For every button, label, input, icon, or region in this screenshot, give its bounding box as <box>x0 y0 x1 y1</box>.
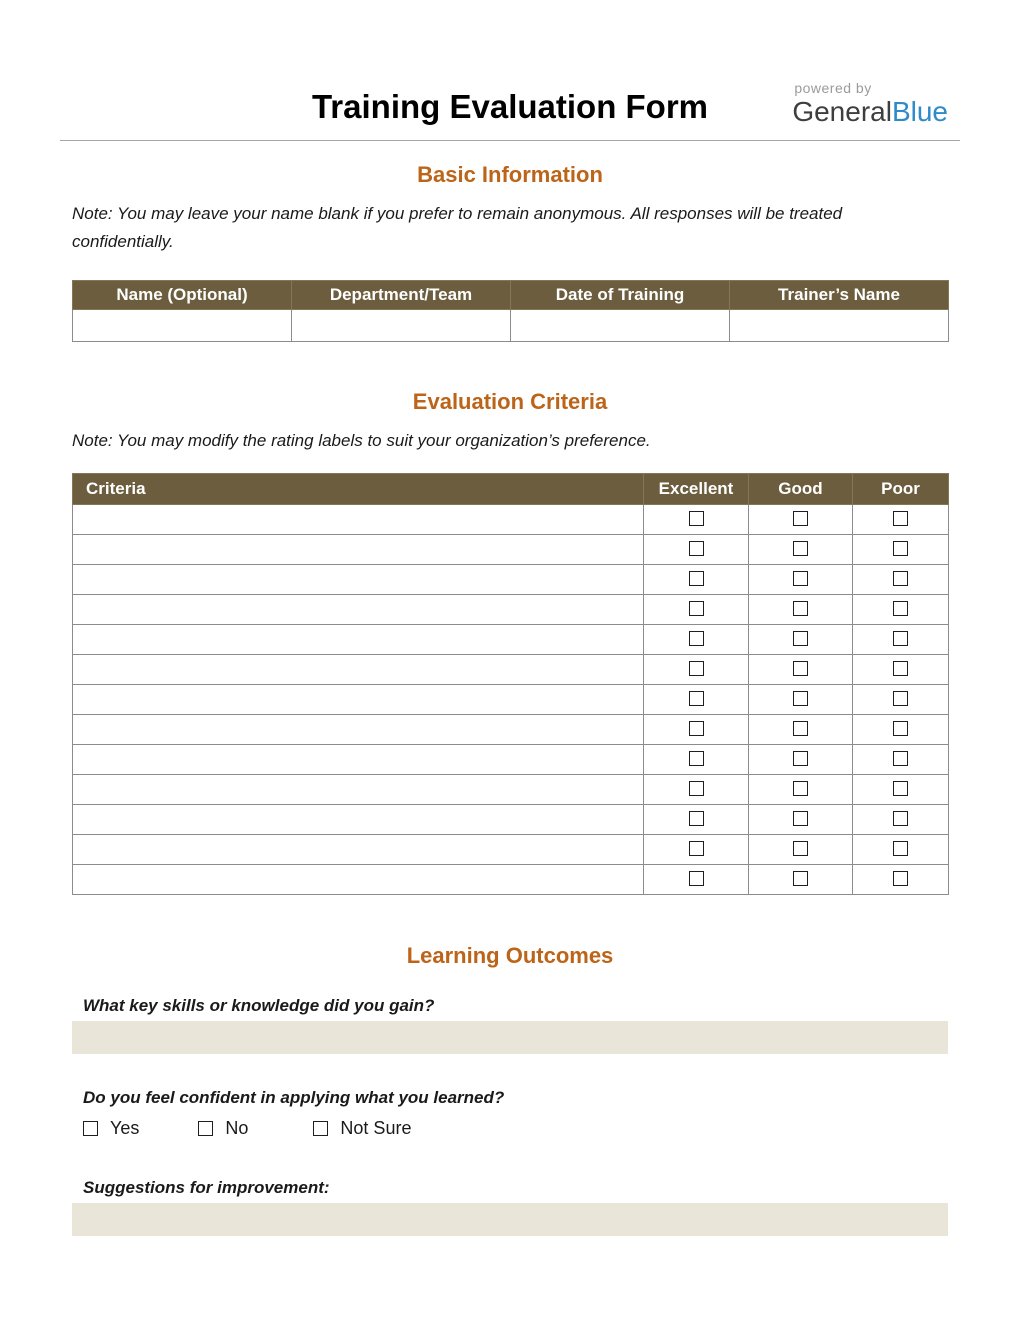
rating-checkbox-cell <box>749 625 853 655</box>
checkbox-icon[interactable] <box>689 691 704 706</box>
rating-checkbox-cell <box>749 775 853 805</box>
basic-info-header-row <box>73 281 949 310</box>
trainer-input-cell[interactable] <box>730 310 949 342</box>
rating-checkbox-cell <box>853 685 949 715</box>
section-heading-learning-outcomes: Learning Outcomes <box>406 943 614 968</box>
criteria-input-cell[interactable] <box>73 805 644 835</box>
checkbox-icon[interactable] <box>689 721 704 736</box>
rating-checkbox-cell <box>644 865 749 895</box>
criteria-input-cell[interactable] <box>73 505 644 535</box>
rating-checkbox-cell <box>749 505 853 535</box>
rating-checkbox-cell <box>644 715 749 745</box>
rating-checkbox-cell <box>853 835 949 865</box>
checkbox-icon[interactable] <box>793 781 808 796</box>
criteria-input-cell[interactable] <box>73 775 644 805</box>
criteria-row <box>73 805 949 835</box>
checkbox-icon[interactable] <box>793 871 808 886</box>
rating-checkbox-cell <box>853 715 949 745</box>
brand-general: General <box>792 96 892 127</box>
criteria-input-cell[interactable] <box>73 655 644 685</box>
column-header-good: Good <box>749 474 853 505</box>
rating-checkbox-cell <box>749 595 853 625</box>
column-header-criteria: Criteria <box>73 474 644 505</box>
criteria-row <box>73 505 949 535</box>
question-key-skills: What key skills or knowledge did you gain? <box>83 996 435 1015</box>
checkbox-icon[interactable] <box>793 661 808 676</box>
section-heading-basic-information: Basic Information <box>417 162 603 187</box>
criteria-row <box>73 745 949 775</box>
checkbox-icon[interactable] <box>893 721 908 736</box>
rating-checkbox-cell <box>749 715 853 745</box>
rating-checkbox-cell <box>749 535 853 565</box>
rating-checkbox-cell <box>644 745 749 775</box>
checkbox-icon[interactable] <box>793 571 808 586</box>
criteria-input-cell[interactable] <box>73 835 644 865</box>
criteria-input-cell[interactable] <box>73 535 644 565</box>
header-divider <box>60 140 960 141</box>
criteria-input-cell[interactable] <box>73 715 644 745</box>
criteria-row <box>73 535 949 565</box>
checkbox-icon[interactable] <box>689 781 704 796</box>
basic-info-entry-row <box>73 310 949 342</box>
option-not-sure-label: Not Sure <box>340 1118 412 1138</box>
rating-checkbox-cell <box>749 565 853 595</box>
basic-information-note: Note: You may leave your name blank if you prefer to remain anonymous. All responses will be treated confidentially. <box>72 204 843 251</box>
evaluation-criteria-note: Note: You may modify the rating labels to suit your organization’s preference. <box>72 431 651 450</box>
rating-checkbox-cell <box>644 535 749 565</box>
criteria-row <box>73 685 949 715</box>
confidence-options-row <box>83 1118 948 1139</box>
rating-checkbox-cell <box>853 595 949 625</box>
powered-by-label: powered by <box>794 80 872 96</box>
checkbox-icon[interactable] <box>689 751 704 766</box>
criteria-input-cell[interactable] <box>73 565 644 595</box>
rating-checkbox-cell <box>644 655 749 685</box>
rating-checkbox-cell <box>853 865 949 895</box>
criteria-table-body <box>73 505 949 895</box>
criteria-input-cell[interactable] <box>73 745 644 775</box>
option-yes-label: Yes <box>110 1118 140 1138</box>
rating-checkbox-cell <box>853 655 949 685</box>
checkbox-icon[interactable] <box>689 631 704 646</box>
rating-checkbox-cell <box>749 865 853 895</box>
document-header <box>0 0 1020 140</box>
criteria-table <box>72 473 949 895</box>
rating-checkbox-cell <box>644 805 749 835</box>
checkbox-icon[interactable] <box>83 1121 98 1136</box>
criteria-row <box>73 655 949 685</box>
checkbox-icon[interactable] <box>689 541 704 556</box>
rating-checkbox-cell <box>853 565 949 595</box>
criteria-row <box>73 565 949 595</box>
checkbox-icon[interactable] <box>793 721 808 736</box>
checkbox-icon[interactable] <box>893 871 908 886</box>
criteria-input-cell[interactable] <box>73 685 644 715</box>
rating-checkbox-cell <box>749 835 853 865</box>
criteria-row <box>73 835 949 865</box>
question-confidence: Do you feel confident in applying what you learned? <box>83 1088 505 1107</box>
basic-info-table <box>72 280 949 342</box>
checkbox-icon[interactable] <box>793 601 808 616</box>
rating-checkbox-cell <box>644 775 749 805</box>
checkbox-icon[interactable] <box>893 541 908 556</box>
checkbox-icon[interactable] <box>689 811 704 826</box>
checkbox-icon[interactable] <box>793 811 808 826</box>
criteria-input-cell[interactable] <box>73 865 644 895</box>
rating-checkbox-cell <box>749 805 853 835</box>
question-suggestions: Suggestions for improvement: <box>83 1178 330 1197</box>
criteria-header-row <box>73 474 949 505</box>
suggestions-answer-input[interactable] <box>72 1203 948 1236</box>
checkbox-icon[interactable] <box>793 751 808 766</box>
rating-checkbox-cell <box>853 535 949 565</box>
checkbox-icon[interactable] <box>689 871 704 886</box>
criteria-row <box>73 775 949 805</box>
checkbox-icon[interactable] <box>793 691 808 706</box>
option-yes[interactable] <box>83 1118 139 1139</box>
criteria-row <box>73 865 949 895</box>
page-title: Training Evaluation Form <box>311 88 709 125</box>
criteria-input-cell[interactable] <box>73 595 644 625</box>
criteria-row <box>73 715 949 745</box>
column-header-department: Department/Team <box>292 281 511 310</box>
rating-checkbox-cell <box>853 625 949 655</box>
column-header-trainer: Trainer’s Name <box>730 281 949 310</box>
checkbox-icon[interactable] <box>313 1121 328 1136</box>
checkbox-icon[interactable] <box>793 841 808 856</box>
checkbox-icon[interactable] <box>893 751 908 766</box>
checkbox-icon[interactable] <box>793 541 808 556</box>
checkbox-icon[interactable] <box>793 511 808 526</box>
checkbox-icon[interactable] <box>689 571 704 586</box>
option-no-label: No <box>225 1118 249 1138</box>
option-not-sure[interactable] <box>313 1118 411 1139</box>
criteria-input-cell[interactable] <box>73 625 644 655</box>
checkbox-icon[interactable] <box>893 601 908 616</box>
rating-checkbox-cell <box>853 505 949 535</box>
rating-checkbox-cell <box>749 745 853 775</box>
checkbox-icon[interactable] <box>689 511 704 526</box>
column-header-excellent: Excellent <box>644 474 749 505</box>
checkbox-icon[interactable] <box>893 571 908 586</box>
column-header-name: Name (Optional) <box>73 281 292 310</box>
checkbox-icon[interactable] <box>893 661 908 676</box>
rating-checkbox-cell <box>749 685 853 715</box>
checkbox-icon[interactable] <box>893 511 908 526</box>
checkbox-icon[interactable] <box>893 841 908 856</box>
checkbox-icon[interactable] <box>893 631 908 646</box>
checkbox-icon[interactable] <box>689 601 704 616</box>
checkbox-icon[interactable] <box>793 631 808 646</box>
name-input-cell[interactable] <box>73 310 292 342</box>
criteria-row <box>73 595 949 625</box>
department-input-cell[interactable] <box>292 310 511 342</box>
brand-blue: Blue <box>891 96 948 127</box>
rating-checkbox-cell <box>853 745 949 775</box>
column-header-poor: Poor <box>853 474 949 505</box>
section-heading-evaluation-criteria: Evaluation Criteria <box>412 389 608 414</box>
rating-checkbox-cell <box>644 505 749 535</box>
checkbox-icon[interactable] <box>893 811 908 826</box>
checkbox-icon[interactable] <box>689 661 704 676</box>
key-skills-answer-input[interactable] <box>72 1021 948 1054</box>
rating-checkbox-cell <box>644 595 749 625</box>
option-no[interactable] <box>198 1118 248 1139</box>
checkbox-icon[interactable] <box>893 781 908 796</box>
rating-checkbox-cell <box>853 805 949 835</box>
generalblue-logo <box>792 80 948 127</box>
rating-checkbox-cell <box>644 625 749 655</box>
rating-checkbox-cell <box>644 565 749 595</box>
rating-checkbox-cell <box>853 775 949 805</box>
column-header-date: Date of Training <box>511 281 730 310</box>
checkbox-icon[interactable] <box>198 1121 213 1136</box>
rating-checkbox-cell <box>749 655 853 685</box>
checkbox-icon[interactable] <box>893 691 908 706</box>
checkbox-icon[interactable] <box>689 841 704 856</box>
date-input-cell[interactable] <box>511 310 730 342</box>
rating-checkbox-cell <box>644 835 749 865</box>
rating-checkbox-cell <box>644 685 749 715</box>
brand-wordmark <box>792 97 948 127</box>
criteria-row <box>73 625 949 655</box>
